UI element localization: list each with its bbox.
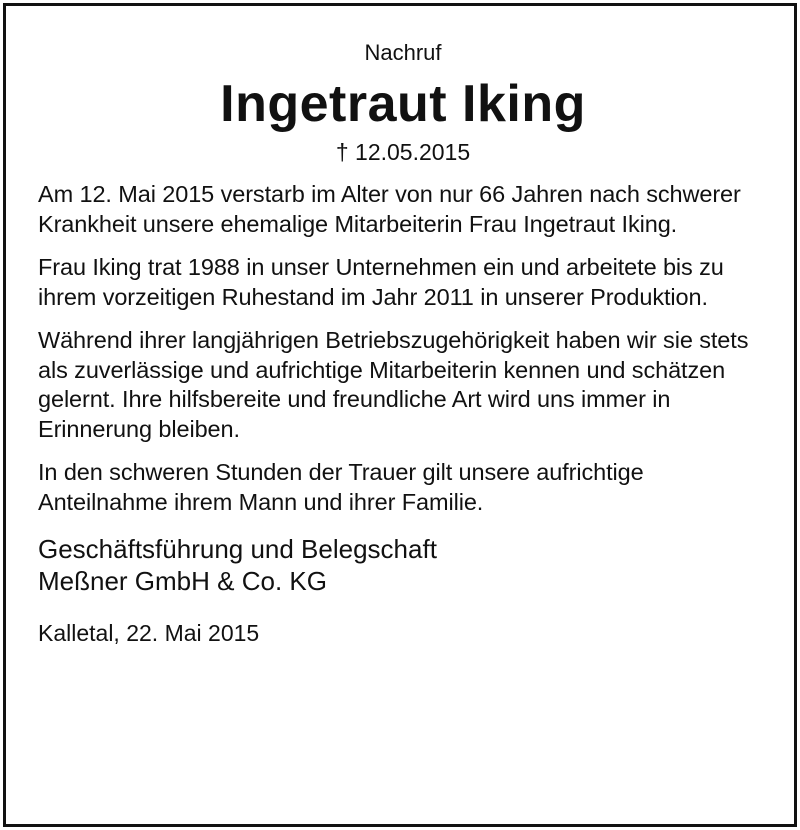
place-and-date: Kalletal, 22. Mai 2015: [38, 620, 260, 646]
paragraph-announcement: Am 12. Mai 2015 verstarb im Alter von nur 66 Jahren nach schwerer Krankheit unsere ehemalige Mitarbeiterin Frau Ingetraut Iking.: [38, 181, 741, 237]
paragraph-condolence: In den schweren Stunden der Trauer gilt unsere aufrichtige Anteilnahme ihrem Mann und ihrer Familie.: [38, 459, 644, 515]
signature-company: Meßner GmbH & Co. KG: [38, 566, 327, 596]
death-date: † 12.05.2015: [335, 139, 471, 165]
signature-management: Geschäftsführung und Belegschaft: [38, 534, 437, 564]
paragraph-tribute: Während ihrer langjährigen Betriebszugehörigkeit haben wir sie stets als zuverlässige und aufrichtige Mitarbeiterin kennen und schätzen gelernt. Ihre hilfsbereite und freundliche Art wird uns immer in Erinnerung bleiben.: [38, 327, 749, 442]
obituary-heading: Nachruf: [364, 40, 442, 65]
paragraph-career: Frau Iking trat 1988 in unser Unternehmen ein und arbeitete bis zu ihrem vorzeitigen Ruhestand im Jahr 2011 in unserer Produktion.: [38, 254, 724, 310]
obituary-content: [38, 40, 768, 647]
signature-block: [38, 533, 768, 597]
deceased-name: Ingetraut Iking: [220, 75, 586, 133]
